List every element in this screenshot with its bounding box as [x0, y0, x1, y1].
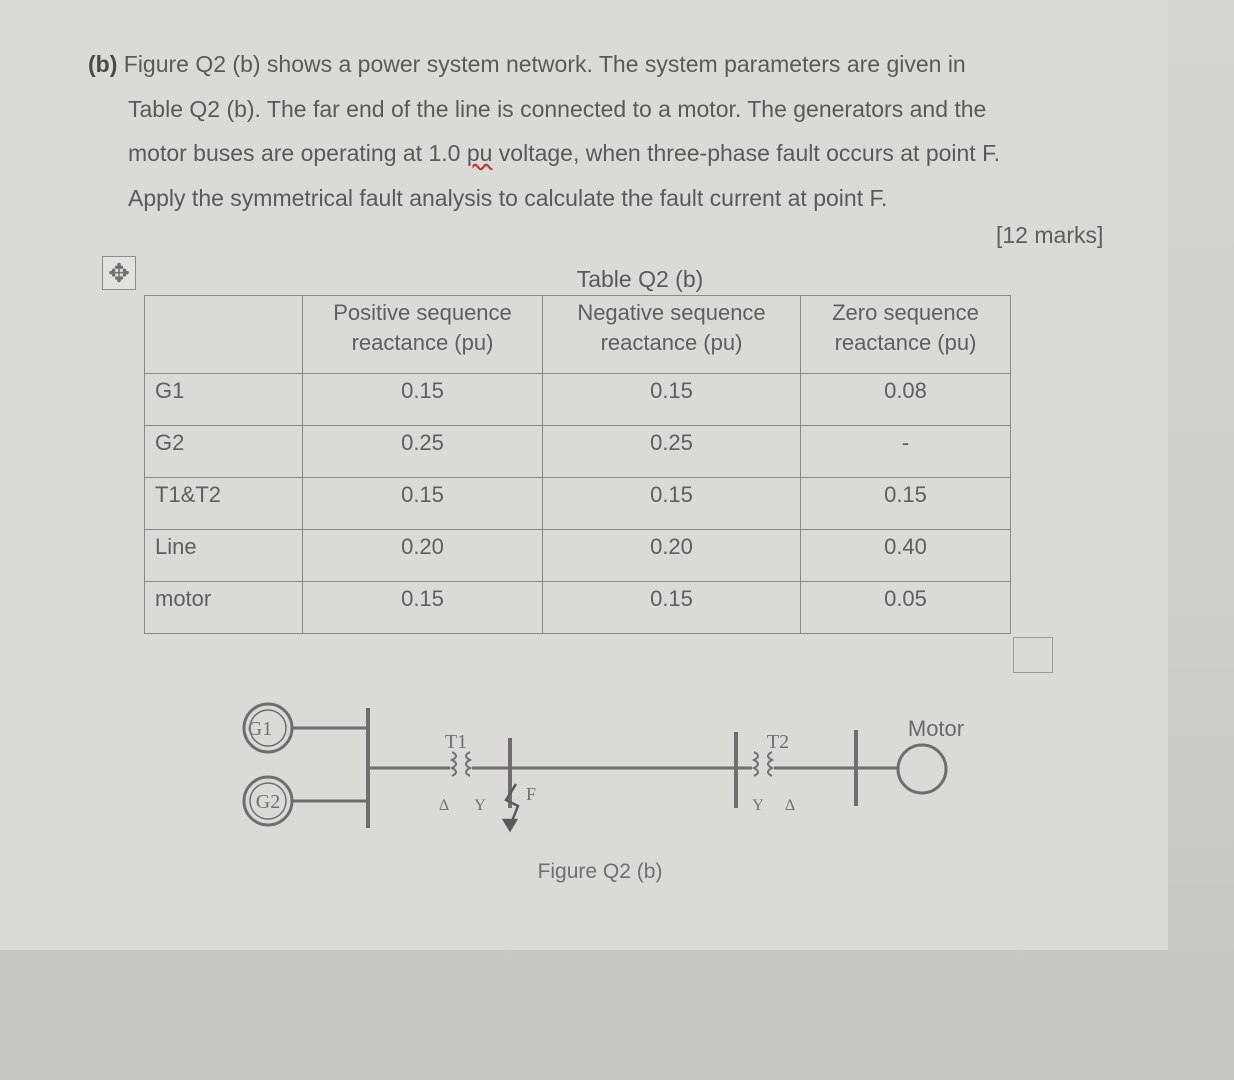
- row-component: T1&T2: [145, 478, 303, 530]
- g1-label: G1: [247, 718, 273, 740]
- header-negative: Negative sequence reactance (pu): [543, 296, 801, 374]
- t2-wye-symbol: Y: [752, 797, 764, 814]
- row-negative: 0.15: [543, 374, 801, 426]
- question-line-1-text: Figure Q2 (b) shows a power system network. The system parameters are given in: [117, 51, 966, 77]
- row-positive: 0.20: [303, 530, 543, 582]
- motor-symbol: [898, 745, 946, 793]
- row-component: motor: [145, 582, 303, 634]
- motor-label: Motor: [907, 716, 965, 741]
- question-line-2: Table Q2 (b). The far end of the line is connected to a motor. The generators and the: [128, 95, 987, 122]
- t1-label: T1: [444, 731, 468, 753]
- header-zero: Zero sequence reactance (pu): [801, 296, 1011, 374]
- t1-wye-symbol: Y: [474, 797, 486, 814]
- row-negative: 0.15: [543, 478, 801, 530]
- row-positive: 0.15: [303, 582, 543, 634]
- row-zero: -: [801, 426, 1011, 478]
- t2-delta-symbol: Δ: [784, 797, 796, 814]
- figure-caption: Figure Q2 (b): [537, 860, 663, 883]
- t2-secondary-coil: [768, 752, 772, 776]
- row-negative: 0.20: [543, 530, 801, 582]
- fault-label: F: [526, 784, 537, 804]
- g2-label: G2: [255, 791, 281, 813]
- row-zero: 0.40: [801, 530, 1011, 582]
- row-positive: 0.15: [303, 478, 543, 530]
- row-zero: 0.15: [801, 478, 1011, 530]
- question-line-4: Apply the symmetrical fault analysis to calculate the fault current at point F.: [128, 184, 888, 211]
- t1-secondary-coil: [466, 752, 470, 776]
- table-caption: Table Q2 (b): [576, 266, 704, 292]
- t1-primary-coil: [452, 752, 456, 776]
- row-component: Line: [145, 530, 303, 582]
- row-negative: 0.15: [543, 582, 801, 634]
- table-move-handle-icon[interactable]: ✥: [102, 256, 136, 290]
- t2-label: T2: [766, 731, 790, 753]
- header-positive: Positive sequence reactance (pu): [303, 296, 543, 374]
- question-line-3-end: voltage, when three-phase fault occurs at point F.: [492, 140, 1000, 166]
- row-zero: 0.05: [801, 582, 1011, 634]
- question-label: (b): [88, 51, 118, 77]
- marks-label: [12 marks]: [996, 222, 1104, 248]
- pu-spellcheck-word: pu: [466, 140, 493, 166]
- row-negative: 0.25: [543, 426, 801, 478]
- row-component: G1: [145, 374, 303, 426]
- row-component: G2: [145, 426, 303, 478]
- row-positive: 0.25: [303, 426, 543, 478]
- row-zero: 0.08: [801, 374, 1011, 426]
- t1-delta-symbol: Δ: [438, 797, 450, 814]
- question-line-3-start: motor buses are operating at 1.0: [128, 140, 467, 166]
- row-positive: 0.15: [303, 374, 543, 426]
- t2-primary-coil: [754, 752, 758, 776]
